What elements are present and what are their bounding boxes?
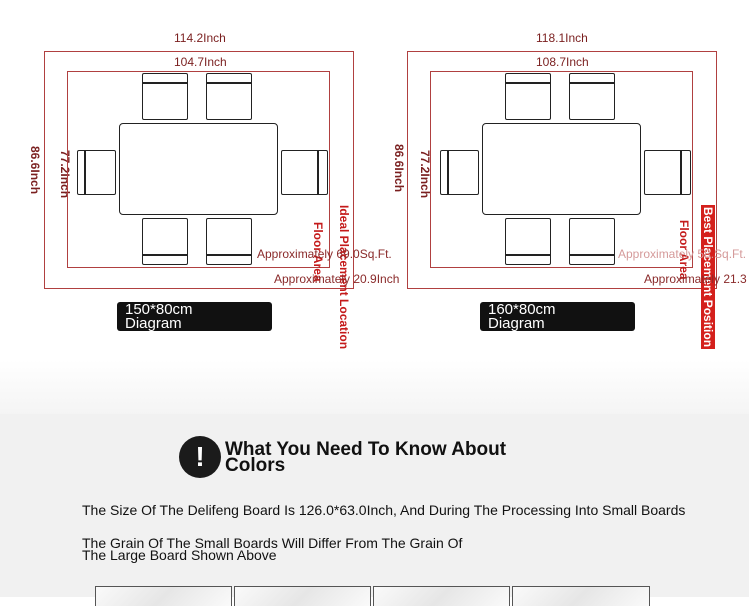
notice-paragraph-2-line2: The Large Board Shown Above xyxy=(82,547,277,563)
size-badge xyxy=(117,302,272,331)
section-divider xyxy=(0,360,749,416)
inner-height-label: 77.2Inch xyxy=(418,150,432,199)
approx-area-text: Approximately 58. xyxy=(618,247,715,261)
inner-width-label: 108.7Inch xyxy=(536,55,589,69)
chair-top-right xyxy=(569,73,615,120)
board-sample-3 xyxy=(373,586,510,606)
badge-size: 150*80cm xyxy=(125,301,193,318)
chair-right xyxy=(281,150,328,195)
approx-dimension-label: Approximately 21.3 xyxy=(644,272,747,286)
chair-left xyxy=(440,150,479,195)
ideal-placement-label: Ideal Placement Location xyxy=(337,205,351,350)
chair-bottom-left xyxy=(505,218,551,265)
notice-paragraph-2-line1: The Grain Of The Small Boards Will Differ From The Grain Of xyxy=(82,535,463,551)
inner-width-label: 104.7Inch xyxy=(174,55,227,69)
notice-heading-line1: What You Need To Know About xyxy=(225,439,507,460)
badge-caption: Diagram xyxy=(125,315,182,332)
chair-left xyxy=(77,150,116,195)
approx-area-unit: Sq.Ft. xyxy=(714,247,747,261)
chair-right xyxy=(644,150,691,195)
outer-height-label: 86.6Inch xyxy=(392,144,406,193)
badge-size: 160*80cm xyxy=(488,301,556,318)
dining-table xyxy=(119,123,278,215)
floor-area-label: Floor Area xyxy=(311,222,325,282)
notice-heading xyxy=(225,439,507,476)
size-badge xyxy=(480,302,635,331)
approx-area-label: Approximately 69.0Sq.Ft. xyxy=(257,247,392,261)
chair-bottom-right xyxy=(206,218,252,265)
board-sample-4 xyxy=(512,586,650,606)
notice-paragraph-1: The Size Of The Delifeng Board Is 126.0*63.0Inch, And During The Processing Into Small Boards xyxy=(82,502,686,518)
outer-width-label: 118.1Inch xyxy=(536,31,588,45)
outer-width-label: 114.2Inch xyxy=(174,31,226,45)
exclamation-circle-icon: ! xyxy=(179,436,221,478)
floor-area-label: Floor Area xyxy=(677,220,691,280)
outer-height-label: 86.6Inch xyxy=(28,146,42,195)
chair-bottom-left xyxy=(142,218,188,265)
approx-area-label xyxy=(618,247,746,261)
board-sample-2 xyxy=(234,586,371,606)
notice-heading-line2: Colors xyxy=(225,455,286,476)
notice-paragraph-2 xyxy=(82,537,462,561)
inner-height-label: 77.2Inch xyxy=(58,150,72,199)
chair-top-right xyxy=(206,73,252,120)
badge-caption: Diagram xyxy=(488,315,545,332)
chair-top-left xyxy=(505,73,551,120)
board-sample-1 xyxy=(95,586,232,606)
dining-table xyxy=(482,123,641,215)
chair-bottom-right xyxy=(569,218,615,265)
chair-top-left xyxy=(142,73,188,120)
best-placement-label: Best Placement Position xyxy=(701,207,715,348)
approx-dimension-label: Approximately 20.9Inch xyxy=(274,272,400,286)
